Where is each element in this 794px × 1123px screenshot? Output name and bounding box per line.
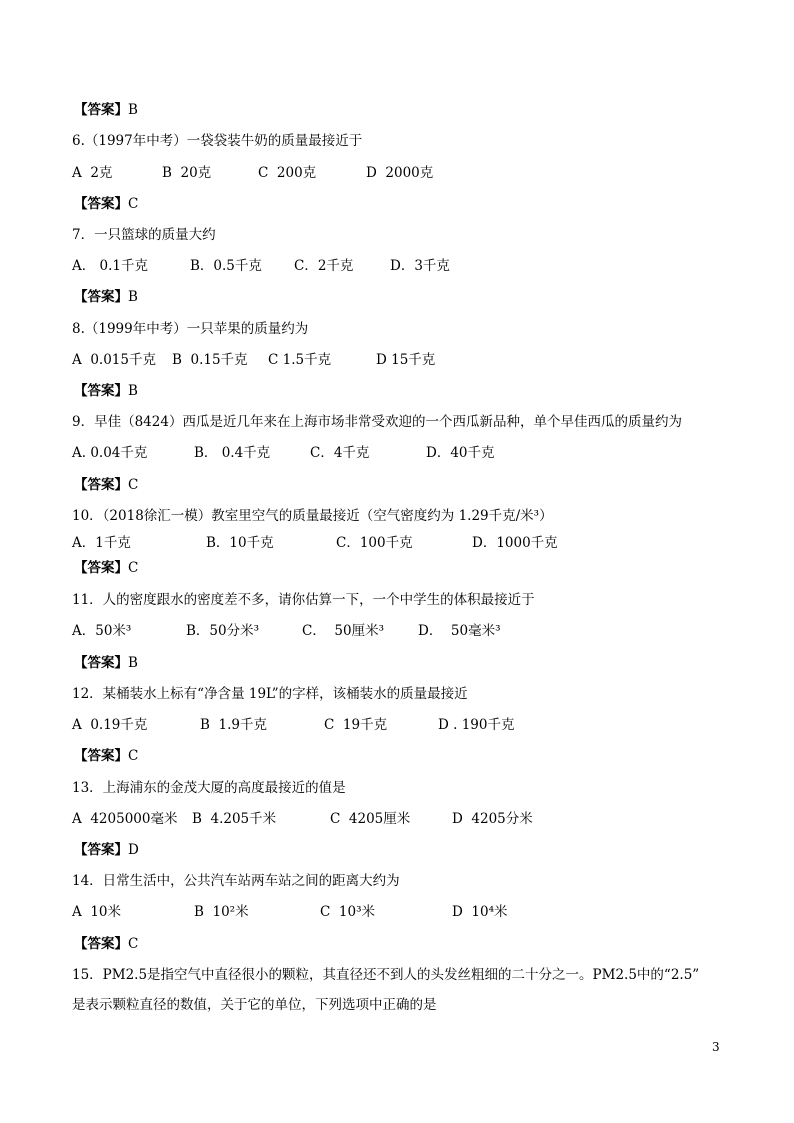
question-text: 12．某桶装水上标有“净含量 19L”的字样，该桶装水的质量最接近 xyxy=(72,686,468,702)
answer-value: C xyxy=(128,196,139,212)
answer-value: B xyxy=(128,383,138,399)
option-row xyxy=(72,809,552,829)
option-item: A 0.015千克 xyxy=(72,352,156,368)
answer-line xyxy=(74,381,138,401)
option-item: D．3千克 xyxy=(390,258,450,274)
option-item: B．0.5千克 xyxy=(190,258,262,274)
option-item: D 10⁴米 xyxy=(452,904,508,920)
answer-value: C xyxy=(128,748,139,764)
answer-value: B xyxy=(128,655,138,671)
answer-value: D xyxy=(128,842,139,858)
answer-label: 【答案】 xyxy=(74,289,128,305)
question-text: 14．日常生活中，公共汽车站两车站之间的距离大约为 xyxy=(72,873,400,889)
option-item: D． 50毫米³ xyxy=(418,623,501,639)
option-item: A．1千克 xyxy=(72,535,131,551)
answer-line xyxy=(74,746,138,766)
option-item: A． 0.1千克 xyxy=(72,258,149,274)
option-item: C 19千克 xyxy=(324,717,388,733)
option-item: D . 190千克 xyxy=(438,717,515,733)
answer-line xyxy=(74,840,139,860)
option-item: A. 0.04千克 xyxy=(72,445,148,461)
question-text: 6.（1997年中考）一袋袋装牛奶的质量最接近于 xyxy=(72,133,363,149)
answer-label: 【答案】 xyxy=(74,383,128,399)
option-item: A 2克 xyxy=(72,165,113,181)
question-text: 10．（2018徐汇一模）教室里空气的质量最接近（空气密度约为 1.29千克/米³） xyxy=(72,508,553,524)
option-item: C 4205厘米 xyxy=(330,811,411,827)
option-item: B．10千克 xyxy=(206,535,274,551)
answer-line xyxy=(74,194,138,214)
option-item: B 20克 xyxy=(162,165,212,181)
option-item: C．2千克 xyxy=(294,258,354,274)
option-item: C．4千克 xyxy=(310,445,370,461)
option-item: B． 0.4千克 xyxy=(194,445,271,461)
question-text: 8.（1999年中考）一只苹果的质量约为 xyxy=(72,321,309,337)
option-row xyxy=(72,256,470,276)
option-item: B．50分米³ xyxy=(186,623,260,639)
option-row xyxy=(72,443,506,463)
answer-label: 【答案】 xyxy=(74,477,128,493)
answer-line xyxy=(74,475,138,495)
option-item: D 15千克 xyxy=(376,352,436,368)
answer-value: C xyxy=(128,477,139,493)
option-item: D．1000千克 xyxy=(472,535,558,551)
answer-label: 【答案】 xyxy=(74,196,128,212)
option-row xyxy=(72,533,572,553)
option-item: D 4205分米 xyxy=(452,811,533,827)
answer-value: C xyxy=(128,560,139,576)
question-text: 13．上海浦东的金茂大厦的高度最接近的值是 xyxy=(72,780,346,796)
option-row xyxy=(72,163,446,183)
answer-label: 【答案】 xyxy=(74,936,128,952)
answer-value: B xyxy=(128,289,138,305)
option-row xyxy=(72,350,456,370)
answer-line xyxy=(74,100,138,120)
option-item: D．40千克 xyxy=(426,445,495,461)
option-item: C 200克 xyxy=(258,165,317,181)
option-item: C．100千克 xyxy=(336,535,413,551)
question-text: 11．人的密度跟水的密度差不多，请你估算一下，一个中学生的体积最接近于 xyxy=(72,592,535,608)
option-item: B 1.9千克 xyxy=(200,717,267,733)
option-item: A 10米 xyxy=(72,904,122,920)
answer-line xyxy=(74,934,138,954)
answer-label: 【答案】 xyxy=(74,748,128,764)
page-number: 3 xyxy=(712,1040,720,1054)
answer-label: 【答案】 xyxy=(74,655,128,671)
answer-label: 【答案】 xyxy=(74,842,128,858)
option-item: B 10²米 xyxy=(194,904,249,920)
answer-label: 【答案】 xyxy=(74,560,128,576)
answer-label: 【答案】 xyxy=(74,102,128,118)
option-item: A．50米³ xyxy=(72,623,132,639)
answer-value: C xyxy=(128,936,139,952)
answer-line xyxy=(74,287,138,307)
answer-line xyxy=(74,653,138,673)
question-text: 9．早佳（8424）西瓜是近几年来在上海市场非常受欢迎的一个西瓜新品种，单个早佳西瓜的质量约为 xyxy=(72,414,682,430)
option-item: C． 50厘米³ xyxy=(302,623,385,639)
option-item: B 0.15千克 xyxy=(172,352,248,368)
option-item: A 0.19千克 xyxy=(72,717,148,733)
option-item: D 2000克 xyxy=(366,165,434,181)
option-item: C 1.5千克 xyxy=(268,352,332,368)
answer-value: B xyxy=(128,102,138,118)
option-row xyxy=(72,621,518,641)
option-row xyxy=(72,902,532,922)
question-text: 是表示颗粒直径的数值，关于它的单位，下列选项中正确的是 xyxy=(72,997,437,1013)
answer-line xyxy=(74,558,138,578)
question-text: 7．一只篮球的质量大约 xyxy=(72,227,216,243)
option-item: A 4205000毫米 xyxy=(72,811,178,827)
option-item: C 10³米 xyxy=(320,904,376,920)
question-text: 15．PM2.5是指空气中直径很小的颗粒，其直径还不到人的头发丝粗细的二十分之一。PM2.5中的“2.5” xyxy=(72,967,700,983)
option-item: B 4.205千米 xyxy=(192,811,277,827)
option-row xyxy=(72,715,538,735)
